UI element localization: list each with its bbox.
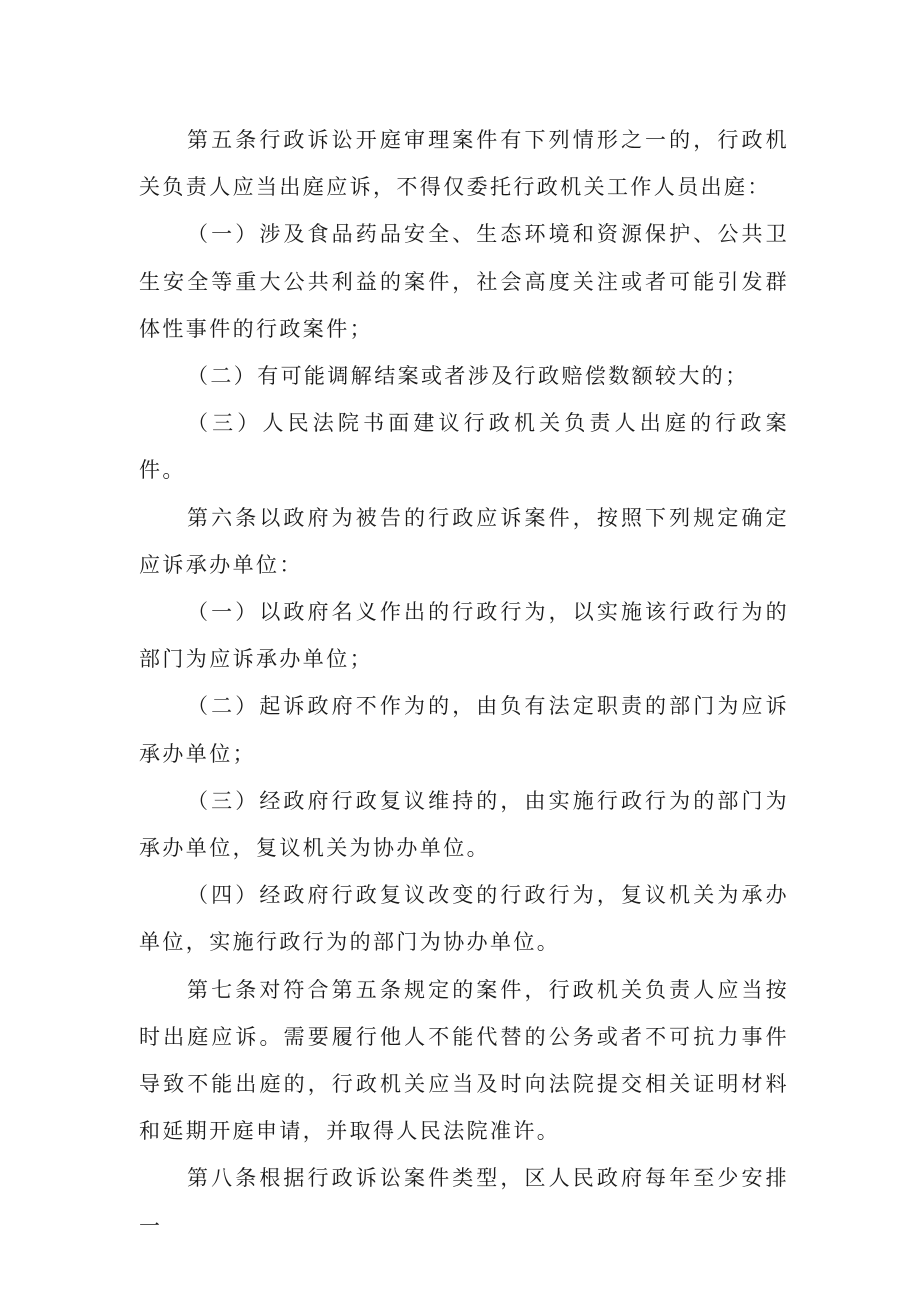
- paragraph-article-5: 第五条行政诉讼开庭审理案件有下列情形之一的，行政机关负责人应当出庭应诉，不得仅委托行政机关工作人员出庭：: [139, 128, 789, 200]
- paragraph-article-6-item-3: （三）经政府行政复议维持的，由实施行政行为的部门为承办单位，复议机关为协办单位。: [139, 788, 789, 861]
- paragraph-article-6: 第六条以政府为被告的行政应诉案件，按照下列规定确定应诉承办单位：: [139, 505, 789, 577]
- document-body: [139, 117, 789, 1250]
- paragraph-article-6-item-1: （一）以政府名义作出的行政行为，以实施该行政行为的部门为应诉承办单位；: [139, 600, 789, 672]
- paragraph-article-7: 第七条对符合第五条规定的案件，行政机关负责人应当按时出庭应诉。需要履行他人不能代替的公务或者不可抗力事件导致不能出庭的，行政机关应当及时向法院提交相关证明材料和延期开庭申请，并取得人民法院准许。: [139, 977, 789, 1144]
- paragraph-article-5-item-3: （三）人民法院书面建议行政机关负责人出庭的行政案件。: [139, 411, 789, 483]
- paragraph-article-5-item-1: （一）涉及食品药品安全、生态环境和资源保护、公共卫生安全等重大公共利益的案件，社会高度关注或者可能引发群体性事件的行政案件；: [139, 222, 789, 341]
- paragraph-article-6-item-2: （二）起诉政府不作为的，由负有法定职责的部门为应诉承办单位；: [139, 694, 789, 766]
- paragraph-article-6-item-4: （四）经政府行政复议改变的行政行为，复议机关为承办单位，实施行政行为的部门为协办单位。: [139, 883, 789, 955]
- paragraph-article-8: 第八条根据行政诉讼案件类型，区人民政府每年至少安排一: [139, 1166, 789, 1238]
- paragraph-article-5-item-2: （二）有可能调解结案或者涉及行政赔偿数额较大的；: [187, 364, 749, 389]
